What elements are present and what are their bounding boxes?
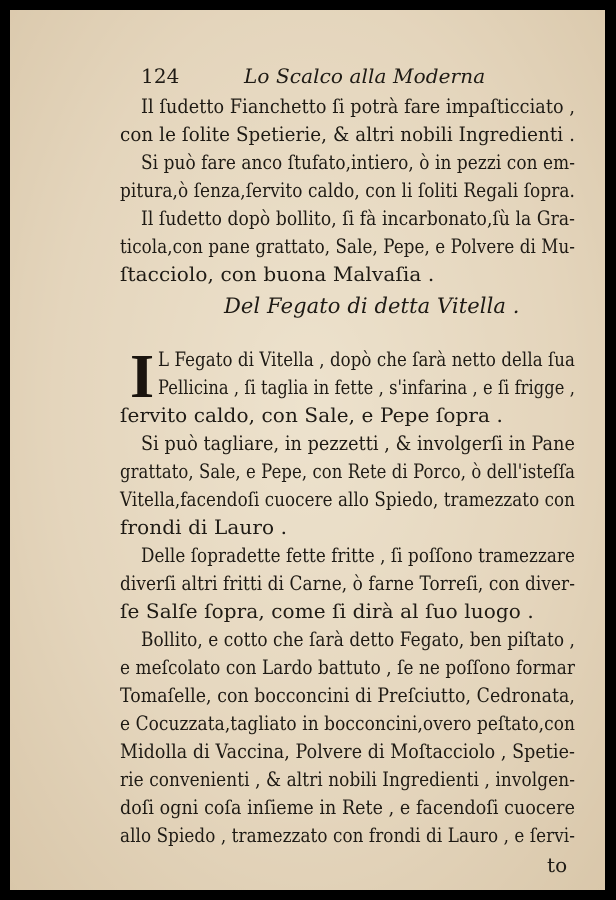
text-line: ſervito caldo, con Sale, e Pepe ſopra .: [120, 403, 503, 427]
text-line: ſe Salſe ſopra, come ſi dirà al ſuo luogo .: [120, 599, 534, 623]
text-line: Midolla di Vaccina, Polvere di Moſtacciolo , Spetie-: [120, 739, 575, 763]
catchword: to: [547, 853, 568, 877]
text-line: Tomaſelle, con bocconcini di Preſciutto, Cedronata,: [120, 683, 575, 707]
text-line: frondi di Lauro .: [120, 515, 288, 539]
drop-cap: I: [130, 343, 155, 411]
text-line: grattato, Sale, e Pepe, con Rete di Porco, ò dell'isteſſa: [120, 459, 575, 483]
text-line: Si può fare anco ſtufato,intiero, ò in pezzi con em-: [141, 150, 575, 174]
text-line: rie convenienti , & altri nobili Ingredienti , involgen-: [120, 767, 575, 791]
text-line: Vitella,facendoſi cuocere allo Spiedo, tramezzato con: [120, 487, 575, 511]
text-line: Si può tagliare, in pezzetti , & involgerſi in Pane: [141, 431, 575, 455]
text-line: e Cocuzzata,tagliato in bocconcini,overo peſtato,con: [120, 711, 575, 735]
text-line: Delle ſopradette fette fritte , ſi poſſono tramezzare: [141, 543, 575, 567]
book-page: [10, 10, 605, 890]
text-line: con le ſolite Spetierie, & altri nobili Ingredienti .: [120, 122, 575, 146]
text-line: ticola,con pane grattato, Sale, Pepe, e Polvere di Mu-: [120, 234, 575, 258]
text-line: Pellicina , ſi taglia in fette , s'infarina , e ſi frigge ,: [158, 375, 575, 399]
text-line: Il ſudetto dopò bollito, ſi fà incarbonato,ſù la Gra-: [141, 206, 575, 230]
text-line: allo Spiedo , tramezzato con frondi di Lauro , e ſervi-: [120, 823, 575, 847]
text-line: e meſcolato con Lardo battuto , ſe ne poſſono formar: [120, 655, 575, 679]
text-line: Bollito, e cotto che ſarà detto Fegato, ben piſtato ,: [141, 627, 575, 651]
text-line: L Fegato di Vitella , dopò che ſarà netto della ſua: [158, 347, 575, 371]
running-title: Lo Scalco alla Moderna: [244, 64, 486, 88]
text-line: Il ſudetto Fianchetto ſi potrà fare impaſticciato ,: [141, 94, 575, 118]
text-line: ſtacciolo, con buona Malvaſia .: [120, 262, 435, 286]
text-line: diverſi altri fritti di Carne, ò farne Torreſi, con diver-: [120, 571, 575, 595]
page-number: 124: [141, 64, 180, 88]
text-line: pitura,ò ſenza,ſervito caldo, con li ſoliti Regali ſopra.: [120, 178, 575, 202]
text-line: doſi ogni coſa inſieme in Rete , e facendoſi cuocere: [120, 795, 575, 819]
section-title: Del Fegato di detta Vitella .: [224, 294, 520, 318]
